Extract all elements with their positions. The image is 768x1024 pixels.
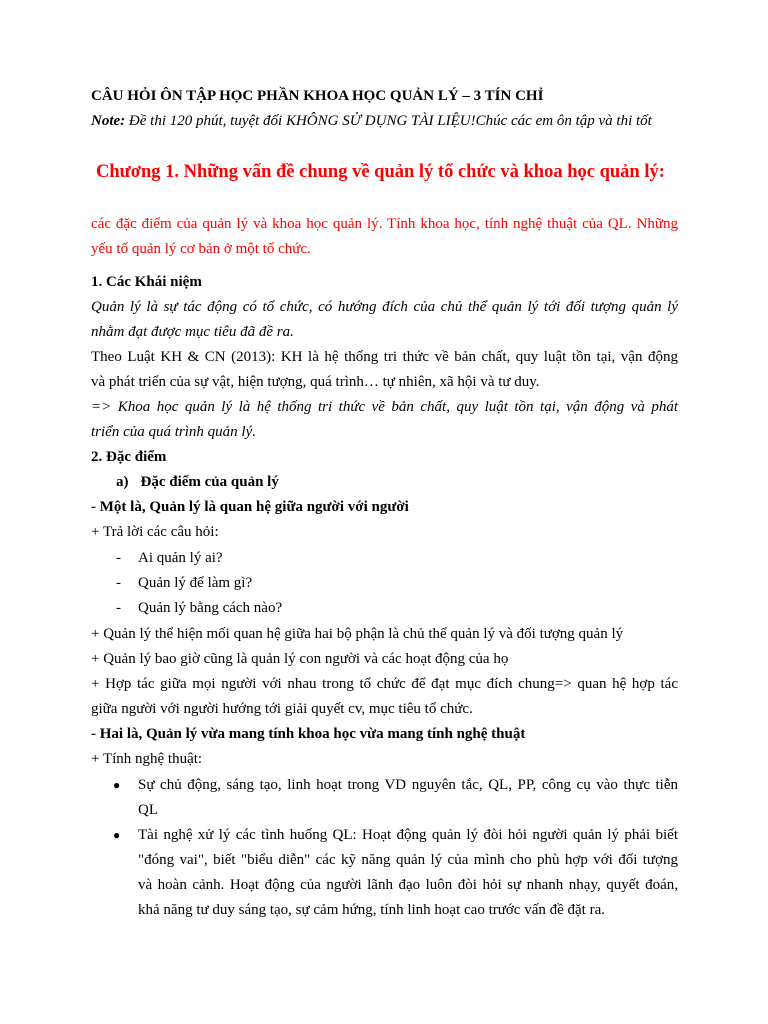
- dash-marker: -: [116, 575, 121, 591]
- note-label: Note:: [91, 113, 126, 129]
- chapter-summary-line-2: yếu tố quản lý cơ bản ở một tổ chức.: [91, 241, 311, 257]
- bullet-icon: ●: [113, 778, 121, 792]
- chapter-heading: Chương 1. Những vấn đề chung về quản lý tổ chức và khoa học quản lý:: [96, 162, 665, 182]
- chapter-summary-line-1: các đặc điểm của quản lý và khoa học quản lý. Tính khoa học, tính nghệ thuật của QL. Những: [91, 216, 678, 232]
- note-text: Đề thi 120 phút, tuyệt đối KHÔNG SỬ DỤNG TÀI LIỆU!Chúc các em ôn tập và thi tốt: [125, 113, 652, 129]
- definition-line-1: Quản lý là sự tác động có tổ chức, có hướng đích của chủ thể quản lý tới đối tượng quản lý: [91, 299, 678, 315]
- question-1: Ai quản lý ai?: [138, 550, 223, 566]
- section-1-heading: 1. Các Khái niệm: [91, 274, 202, 290]
- bullet-1-line-2: QL: [138, 802, 158, 818]
- bullet-2-line-4: khả năng tư duy sáng tạo, sự cảm hứng, tính linh hoạt cao trước vấn đề đặt ra.: [138, 902, 605, 918]
- paragraph-cooperation-line-1: + Hợp tác giữa mọi người với nhau trong tổ chức để đạt mục đích chung=> quan hệ hợp tác: [91, 676, 678, 692]
- subsection-a-marker: a): [116, 474, 129, 490]
- document-title: CÂU HỎI ÔN TẬP HỌC PHẦN KHOA HỌC QUẢN LÝ – 3 TÍN CHỈ: [91, 88, 544, 104]
- bullet-2-line-1: Tài nghệ xử lý các tình huống QL: Hoạt động quản lý đòi hỏi người quản lý phải biết: [138, 827, 678, 843]
- bullet-2-line-2: "đóng vai", biết "biểu diễn" các kỹ năng quản lý của mình cho phù hợp với đối tượng: [138, 852, 678, 868]
- law-definition-line-2: và phát triển của sự vật, hiện tượng, quá trình… tự nhiên, xã hội và tư duy.: [91, 374, 540, 390]
- conclusion-line-2: triển của quá trình quản lý.: [91, 424, 256, 440]
- bullet-1-line-1: Sự chủ động, sáng tạo, linh hoạt trong VD nguyên tắc, QL, PP, công cụ vào thực tiễn: [138, 777, 678, 793]
- dash-marker: -: [116, 600, 121, 616]
- paragraph-people: + Quản lý bao giờ cũng là quản lý con người và các hoạt động của họ: [91, 651, 509, 667]
- question-2: Quản lý để làm gì?: [138, 575, 253, 591]
- conclusion-line-1: => Khoa học quản lý là hệ thống tri thức về bản chất, quy luật tồn tại, vận động và phát: [91, 399, 678, 415]
- definition-line-2: nhằm đạt được mục tiêu đã đề ra.: [91, 324, 294, 340]
- bullet-2-line-3: và hoàn cảnh. Hoạt động của người lãnh đạo luôn đòi hỏi sự nhanh nhạy, quyết đoán,: [138, 877, 678, 893]
- exam-note: [91, 111, 678, 131]
- point-2-heading: - Hai là, Quản lý vừa mang tính khoa học vừa mang tính nghệ thuật: [91, 726, 526, 742]
- subsection-a-heading: [116, 472, 678, 492]
- bullet-icon: ●: [113, 828, 121, 842]
- art-intro: + Tính nghệ thuật:: [91, 751, 203, 767]
- dash-marker: -: [116, 550, 121, 566]
- point-1-heading: - Một là, Quản lý là quan hệ giữa người với người: [91, 499, 409, 515]
- section-2-heading: 2. Đặc điểm: [91, 449, 167, 465]
- law-definition-line-1: Theo Luật KH & CN (2013): KH là hệ thống tri thức về bản chất, quy luật tồn tại, vận động: [91, 349, 678, 365]
- paragraph-relationship: + Quản lý thể hiện mối quan hệ giữa hai bộ phận là chủ thể quản lý và đối tượng quản lý: [91, 626, 624, 642]
- paragraph-cooperation-line-2: giữa người với người hướng tới giải quyết cv, mục tiêu tổ chức.: [91, 701, 473, 717]
- answer-intro: + Trả lời các câu hỏi:: [91, 524, 219, 540]
- question-3: Quản lý bằng cách nào?: [138, 600, 283, 616]
- subsection-a-title: Đặc điểm của quản lý: [140, 474, 279, 490]
